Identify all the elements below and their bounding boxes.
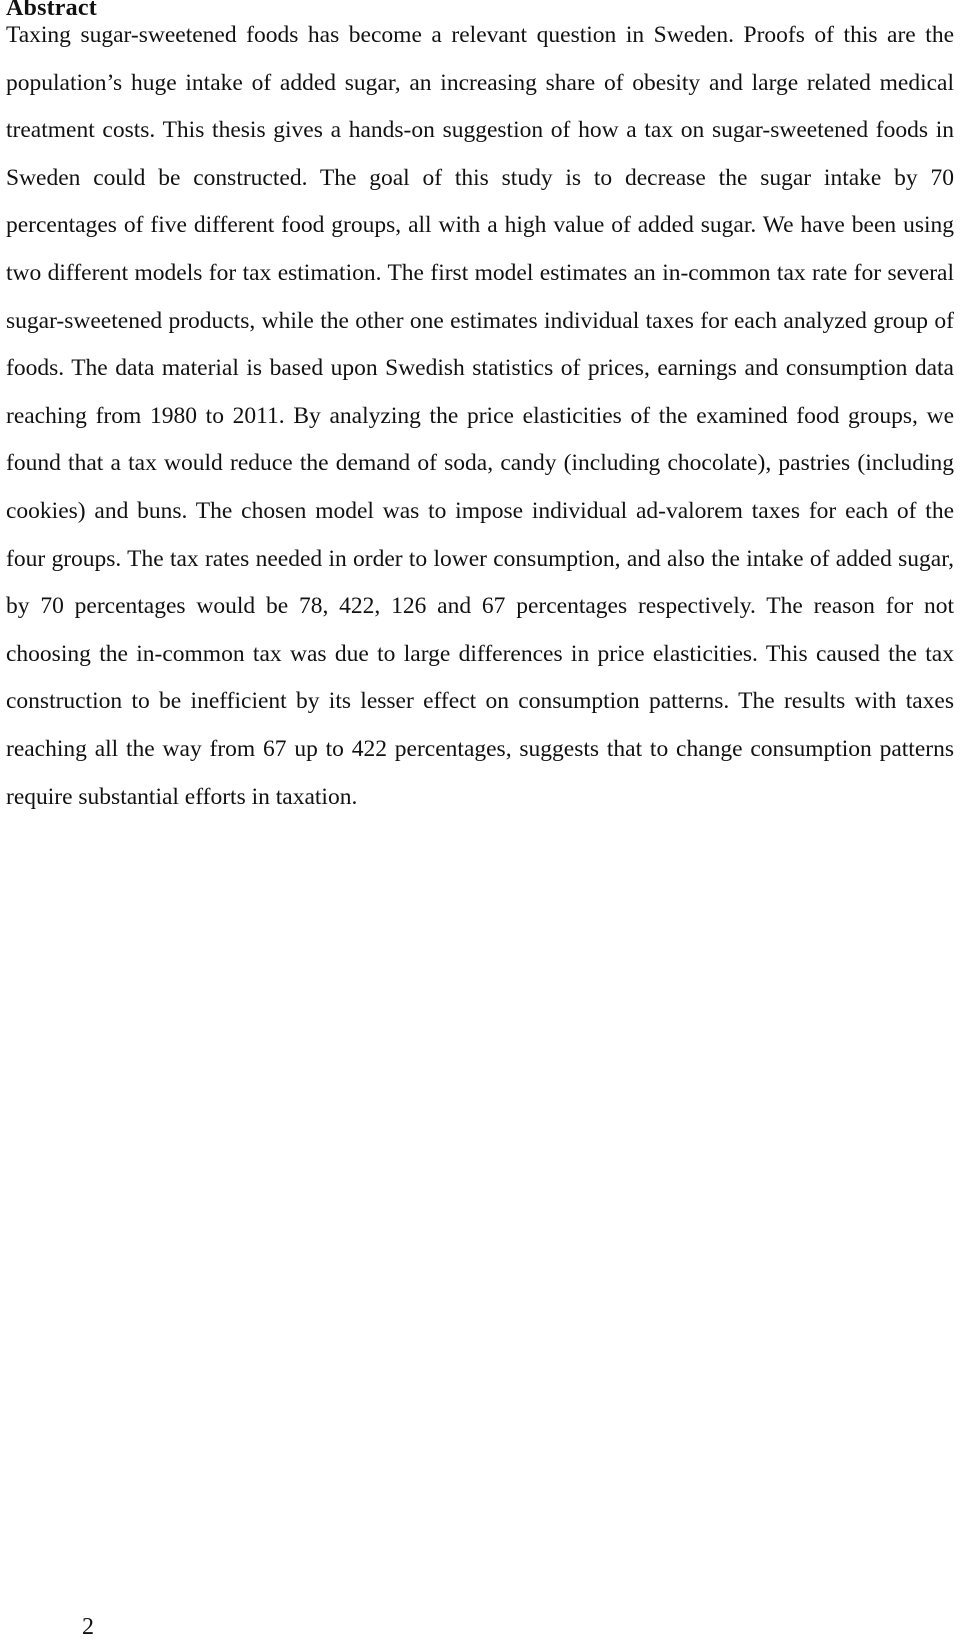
page-number: 2 (82, 1614, 94, 1640)
abstract-paragraph: Taxing sugar-sweetened foods has become a relevant question in Sweden. Proofs of this are the population’s huge intake of added sugar, an increasing share of obesity and large related medical treatment costs. This thesis gives a hands-on suggestion of how a tax on sugar-sweetened foods in Sweden could be constructed. The goal of this study is to decrease the sugar intake by 70 percentages of five different food groups, all with a high value of added sugar. We have been using two different models for tax estimation. The first model estimates an in-common tax rate for several sugar-sweetened products, while the other one estimates individual taxes for each analyzed group of foods. The data material is based upon Swedish statistics of prices, earnings and consumption data reaching from 1980 to 2011. By analyzing the price elasticities of the examined food groups, we found that a tax would reduce the demand of soda, candy (including chocolate), pastries (including cookies) and buns. The chosen model was to impose individual ad-valorem taxes for each of the four groups. The tax rates needed in order to lower consumption, and also the intake of added sugar, by 70 percentages would be 78, 422, 126 and 67 percentages respectively. The reason for not choosing the in-common tax was due to large differences in price elasticities. This caused the tax construction to be inefficient by its lesser effect on consumption patterns. The results with taxes reaching all the way from 67 up to 422 percentages, suggests that to change consumption patterns require substantial efforts in taxation. (6, 22, 954, 810)
abstract-heading: Abstract (6, 0, 97, 21)
